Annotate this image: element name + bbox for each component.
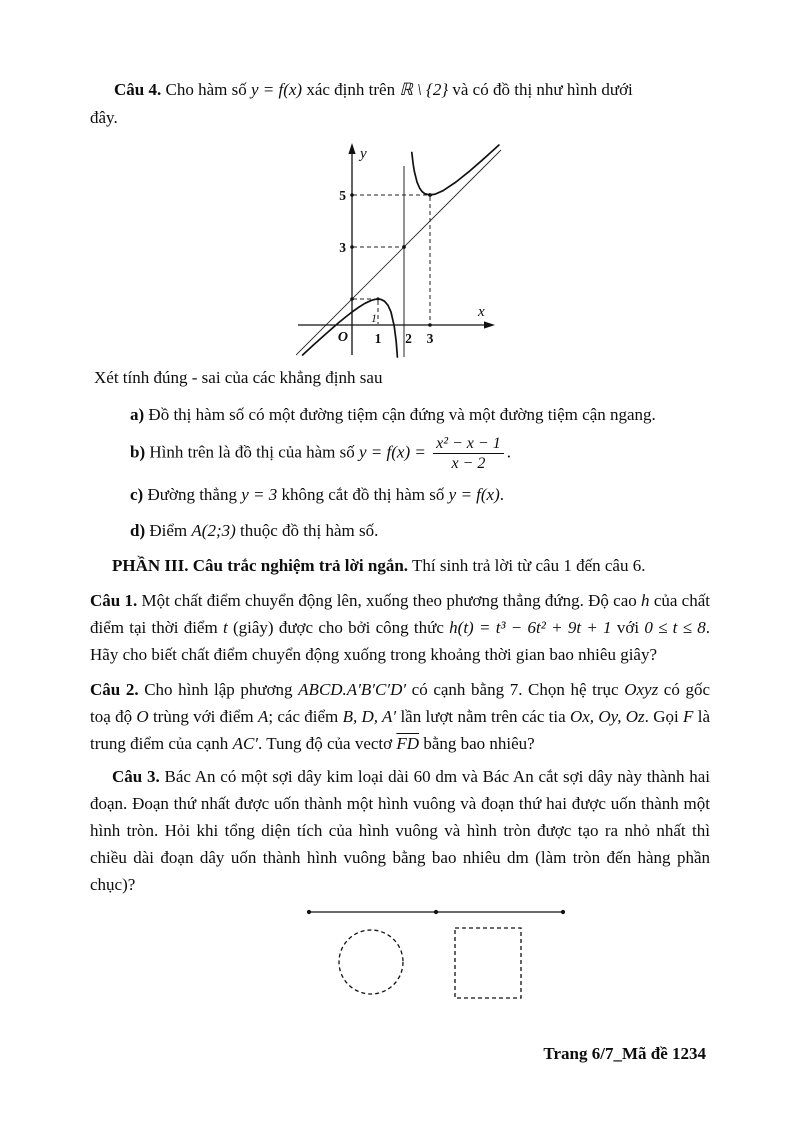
statement-c-text: không cắt đồ thị hàm số <box>277 485 449 505</box>
oblique-asymptote-line <box>296 150 501 355</box>
wire-dot-left <box>307 910 311 914</box>
math-t-range: 0 ≤ t ≤ 8 <box>644 618 706 638</box>
statement-d <box>130 517 710 544</box>
small-one-label: 1 <box>371 313 377 325</box>
math-y-fx-equals: y = f(x) = <box>359 442 431 462</box>
y-tick-3: 3 <box>339 240 346 255</box>
statement-c-label: c) <box>130 485 144 505</box>
question-2-text: trùng với điểm <box>148 707 258 727</box>
question-2-text: lần lượt nằm trên các tia <box>396 707 570 727</box>
statement-b <box>130 434 710 473</box>
x-tick-1: 1 <box>374 331 382 346</box>
question-4-label: Câu 4. <box>114 80 162 99</box>
y-axis-label: y <box>360 146 367 162</box>
question-1-text: (giây) được cho bởi công thức <box>227 618 450 638</box>
question-2 <box>90 676 710 757</box>
statement-d-text: thuộc đồ thị hàm số. <box>235 521 379 541</box>
statement-c-text: Đường thẳng <box>143 485 242 505</box>
question-2-text: . Gọi <box>644 707 684 727</box>
wire-figure <box>302 904 572 1008</box>
question-3 <box>90 763 710 898</box>
question-1-text: của chất điểm tại thời điểm <box>90 591 710 638</box>
question-2-text: có gốc toạ độ <box>90 680 710 727</box>
statement-d-text: Điểm <box>145 521 192 541</box>
question-1-text: . Hãy cho biết chất điểm chuyển động xuống trong khoảng thời gian bao nhiêu giây? <box>90 618 710 665</box>
section-3-heading <box>90 552 710 579</box>
dot-0-5 <box>350 193 354 197</box>
question-2-text: là trung điểm của cạnh <box>90 707 710 754</box>
function-graph <box>296 140 518 358</box>
section-3-subtitle: Thí sinh trả lời từ câu 1 đến câu 6. <box>408 556 646 576</box>
dot-0-1 <box>350 297 354 301</box>
dot-3-0 <box>428 323 432 327</box>
curve-left-branch <box>303 299 398 357</box>
math-a: A <box>257 707 269 727</box>
x-tick-2: 2 <box>405 331 412 346</box>
question-2-text: ; các điểm <box>268 707 343 727</box>
fraction-numerator: x² − x − 1 <box>436 435 501 452</box>
dashed-square <box>455 928 521 998</box>
math-h: h <box>641 591 650 611</box>
fraction-denominator: x − 2 <box>433 453 504 473</box>
math-bda: B, D, A′ <box>342 707 397 727</box>
x-tick-3: 3 <box>426 331 434 346</box>
question-4-text: và có đồ thị như hình dưới <box>448 80 633 99</box>
question-3-label: Câu 3. <box>112 767 160 787</box>
math-fraction <box>430 434 507 473</box>
statement-b-label: b) <box>130 442 146 462</box>
math-y-equals-3: y = 3 <box>241 485 278 505</box>
math-point-a: A(2;3) <box>191 521 236 541</box>
wire-dot-middle <box>434 910 438 914</box>
math-y-fx: y = f(x) <box>250 80 303 99</box>
question-2-text: . Tung độ của vectơ <box>258 734 397 754</box>
wire-dot-right <box>561 910 565 914</box>
dot-2-3 <box>402 245 406 249</box>
y-axis-arrow <box>348 143 355 154</box>
function-graph-figure <box>296 140 518 358</box>
question-4-text: đây. <box>90 108 118 127</box>
statement-a <box>130 401 710 428</box>
page-footer: Trang 6/7_Mã đề 1234 <box>543 1044 706 1063</box>
y-tick-5: 5 <box>339 188 346 203</box>
dot-1-1 <box>376 297 379 300</box>
question-1-text: với <box>611 618 645 638</box>
section-3-title: PHẦN III. Câu trắc nghiệm trả lời ngắn. <box>112 556 409 576</box>
math-rays: Ox, Oy, Oz <box>569 707 645 727</box>
dot-0-3 <box>350 245 354 249</box>
question-4-text: Cho hàm số <box>161 80 251 99</box>
statement-b-text: Hình trên là đồ thị của hàm số <box>145 442 359 462</box>
math-o: O <box>136 707 149 727</box>
curve-right-branch <box>412 145 499 195</box>
question-4-text: xác định trên <box>302 80 400 99</box>
statement-d-label: d) <box>130 521 146 541</box>
x-axis-label: x <box>478 304 485 320</box>
math-ac-prime: AC′ <box>232 734 259 754</box>
dashed-circle <box>339 930 403 994</box>
question-2-text: có cạnh bằng 7. Chọn hệ trục <box>406 680 625 700</box>
statement-a-label: a) <box>130 405 145 424</box>
question-3-text: Bác An có một sợi dây kim loại dài 60 dm và Bác An cắt sợi dây này thành hai đoạn. Đoạn thứ nhất được uốn thành một hình vuông và đoạn thứ hai được uốn thành một hình tròn. Hỏi khi tổng diện tích của hình vuông và hình tròn được tạo ra nhỏ nhất thì chiều dài đoạn dây uốn thành hình vuông bằng bao nhiêu dm (làm tròn đến hàng phần chục)? <box>90 767 711 895</box>
math-f: F <box>683 707 694 727</box>
statement-b-text: . <box>506 442 511 462</box>
wire-figure-svg <box>302 904 572 1008</box>
math-vector-fd: $\overline{FD}$ <box>396 734 420 754</box>
math-oxyz: Oxyz <box>624 680 659 700</box>
statement-a-text: Đồ thị hàm số có một đường tiệm cận đứng và một đường tiệm cận ngang. <box>144 405 656 424</box>
math-t: t <box>222 618 228 638</box>
question-4-intro <box>90 76 710 132</box>
math-r-minus-2: ℝ \ {2} <box>399 80 449 99</box>
question-1-text: Một chất điểm chuyển động lên, xuống theo phương thẳng đứng. Độ cao <box>137 591 642 611</box>
math-height-formula: h(t) = t³ − 6t² + 9t + 1 <box>449 618 612 638</box>
dot-3-5 <box>428 193 432 197</box>
statement-c-text: . <box>499 485 505 505</box>
question-2-text: bằng bao nhiêu? <box>419 734 535 754</box>
math-cube-name: ABCD.A′B′C′D′ <box>298 680 407 700</box>
origin-label: O <box>337 330 348 345</box>
question-2-label: Câu 2. <box>90 680 139 700</box>
x-axis-arrow <box>484 321 495 328</box>
question-1-label: Câu 1. <box>90 591 138 611</box>
question-1 <box>90 587 710 668</box>
math-y-fx: y = f(x) <box>448 485 500 505</box>
statement-c <box>130 481 710 508</box>
true-false-header: Xét tính đúng - sai của các khẳng định sau <box>94 368 383 387</box>
question-2-text: Cho hình lập phương <box>138 680 299 700</box>
